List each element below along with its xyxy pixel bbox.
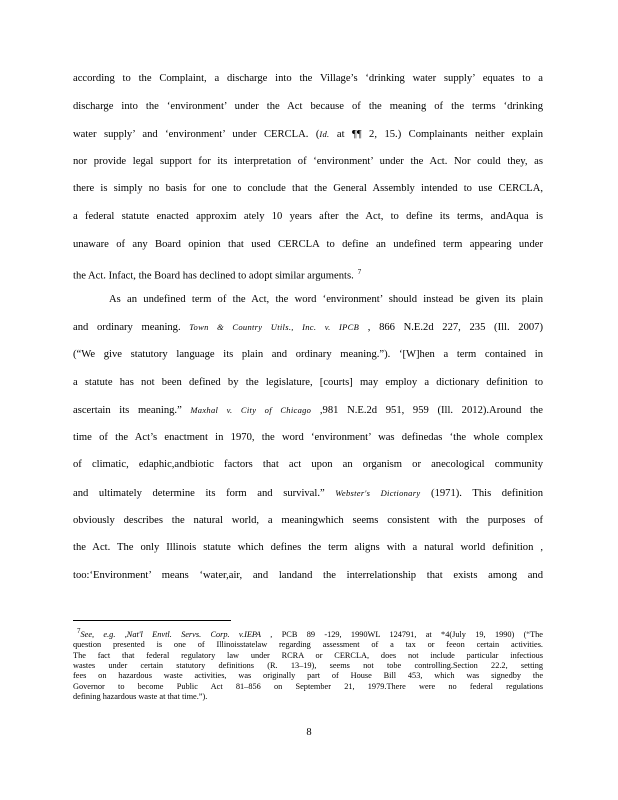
body-line: and ultimately determine its form and survival.” Webster's Dictionary (1971). This definition [73,487,543,499]
citation: Maxhal v. City of Chicago [190,405,312,416]
body-line: unaware of any Board opinion that used CERCLA to define an undefined term appearing under [73,238,543,250]
footnote [73,626,543,703]
body-line: (“We give statutory language its plain and ordinary meaning.”). ‘[W]hen a term contained in [73,348,543,360]
footnote-divider [73,620,231,621]
body-line: water supply’ and ‘environment’ under CERCLA. (Id. at ¶¶ 2, 15.) Complainants neither explain [73,129,543,141]
body-line: discharge into the ‘environment’ under the Act because of the meaning of the terms ‘drinking [73,100,543,112]
body-line: nor provide legal support for its interpretation of ‘environment’ under the Act. Nor could they, as [73,155,543,167]
body-line: obviously describes the natural world, a meaningwhich seems consistent with the purposes of [73,514,543,526]
body-line: the Act. Infact, the Board has declined to adopt similar arguments. $^7$ [73,268,362,282]
body-line: there is simply no basis for one to conclude that the General Assembly intended to use CERCLA, [73,183,543,195]
footnote-line: Governor to become Public Act 81–856 on September 21, 1979.There were no federal regulations [73,681,543,691]
body-line: the Act. The only Illinois statute which defines the term aligns with a natural world definition , [73,542,543,554]
body-line: time of the Act’s enactment in 1970, the word ‘environment’ was definedas ‘the whole complex [73,431,543,443]
body-line: according to the Complaint, a discharge into the Village’s ‘drinking water supply’ equates to a [73,73,543,84]
citation: Town & Country Utils., Inc. v. IPCB [189,322,360,333]
citation: Id. [319,129,330,140]
body-line: and ordinary meaning. Town & Country Utils., Inc. v. IPCB , 866 N.E.2d 227, 235 (Ill. 2007) [73,322,544,334]
footnote-line: question presented is one of Illinoisstatelaw regarding assessment of a tax or feeon certain activities. [73,640,543,650]
body-line: As an undefined term of the Act, the word ‘environment’ should instead be given its plain [109,293,543,305]
body-line: ascertain its meaning.” Maxhal v. City of Chicago ,981 N.E.2d 951, 959 (Ill. 2012).Around the [73,405,543,417]
body-line: a statute has not been defined by the legislature, [courts] may employ a dictionary definition to [73,376,543,388]
footnote-reference[interactable]: 7 [357,268,362,277]
body-line: too:‘Environment’ means ‘water,air, and landand the interrelationship that exists among and [73,569,543,581]
footnote-citation: See, e.g. ,Nat'l Envtl. Servs. Corp. v.IEPA [80,629,261,639]
footnote-marker: 7 [77,627,81,635]
body-line: a federal statute enacted approxim ately 10 years after the Act, to define its terms, andAqua is [73,210,543,222]
footnote-line: fees on hazardous waste activities, was originally part of House Bill 453, which was signedby the [73,671,543,681]
footnote-line: wastes under certain statutory definitions (R. 13–19), seems not tobe controlling.Section 22.2, setting [73,660,543,670]
footnote-line: $^7$See, e.g. ,Nat'l Envtl. Servs. Corp. v.IEPA , PCB 89 -129, 1990WL 124791, at *4(July 19, 1990) (“The [77,627,543,639]
footnote-line: defining hazardous waste at that time.”). [73,692,208,702]
page-number: 8 [306,727,312,738]
citation: Webster's Dictionary [335,487,421,498]
footnote-line: The fact that federal regulatory law under RCRA or CERCLA, does not include particular infectious [73,650,543,660]
body-text [73,72,543,596]
body-line: of climatic, edaphic,andbiotic factors that act upon an organism or anecological community [73,459,543,471]
